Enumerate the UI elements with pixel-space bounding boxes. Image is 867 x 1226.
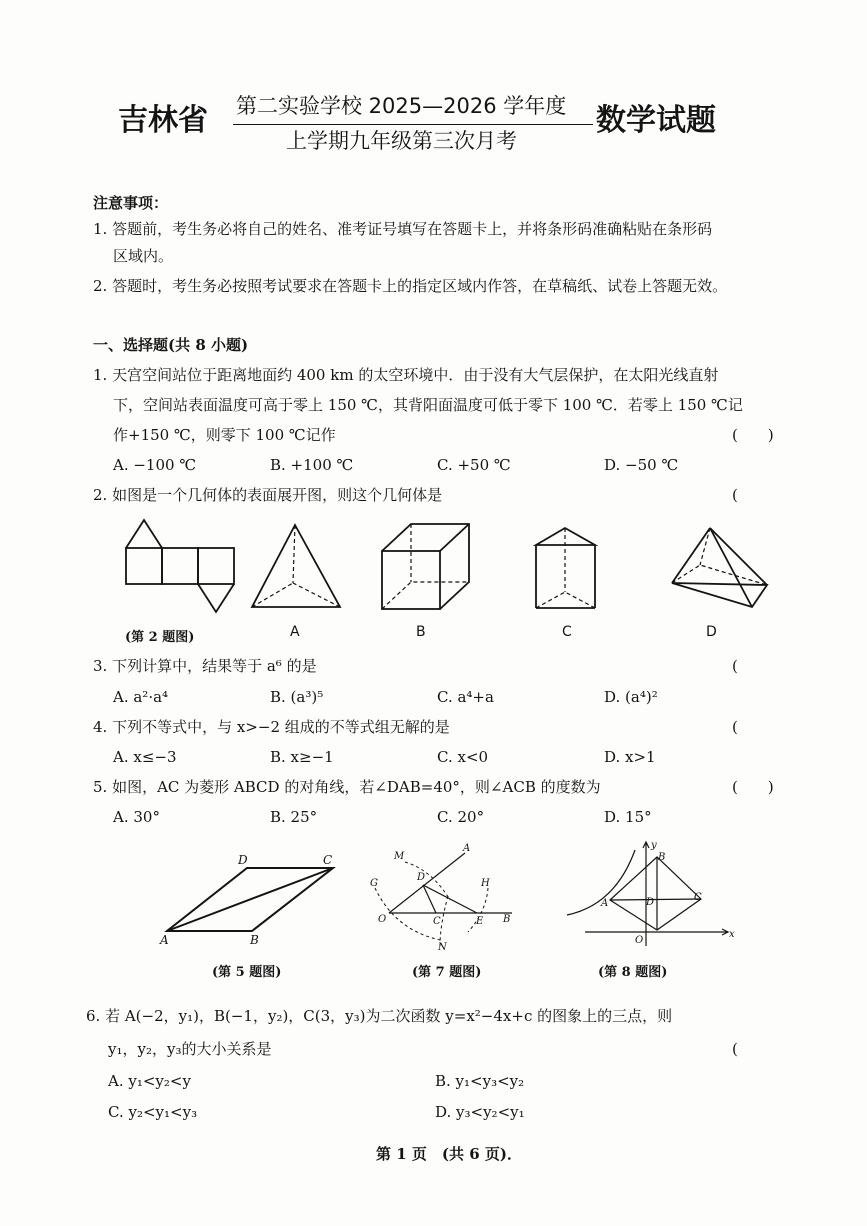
fig7-label-e: E: [476, 916, 484, 927]
figure-7-caption: (第 7 题图): [412, 965, 482, 980]
fig5-label-c: C: [323, 853, 333, 867]
q3-answer-paren: (: [732, 657, 738, 675]
q6-answer-paren: (: [732, 1040, 738, 1058]
q2-stem: 2. 如图是一个几何体的表面展开图，则这个几何体是: [93, 486, 443, 504]
q2-answer-paren: (: [732, 486, 738, 504]
notes-line-2: 2. 答题时，考生务必按照考试要求在答题卡上的指定区域内作答，在草稿纸、试卷上答题无效。: [93, 277, 728, 295]
q3-option-d: D. (a⁴)²: [604, 688, 658, 706]
q5-answer-paren: ( ): [732, 778, 774, 796]
figure-5-caption: (第 5 题图): [212, 965, 282, 980]
fig7-label-a: A: [463, 843, 471, 854]
q4-option-b: B. x≥−1: [270, 748, 334, 766]
fig8-label-a: A: [601, 898, 609, 909]
notes-line-1: 1. 答题前，考生务必将自己的姓名、准考证号填写在答题卡上，并将条形码准确粘贴在条形码: [93, 220, 713, 238]
fig7-label-n: N: [438, 942, 447, 953]
section-title: 一、选择题(共 8 小题): [93, 336, 249, 354]
q1-line-2: 下，空间站表面温度可高于零上 150 ℃，其背阳面温度可低于零下 100 ℃．若零上 150 ℃记: [113, 396, 743, 414]
fig8-label-x: x: [729, 929, 735, 940]
fig8-label-o: O: [635, 935, 644, 946]
q6-line-2: y₁，y₂，y₃的大小关系是: [108, 1040, 272, 1058]
fig8-label-d: D: [646, 897, 655, 908]
q5-option-c: C. 20°: [437, 808, 485, 826]
notes-title: 注意事项：: [93, 194, 169, 212]
q4-answer-paren: (: [732, 718, 738, 736]
fig7-label-b: B: [503, 914, 511, 925]
q5-option-b: B. 25°: [270, 808, 318, 826]
q3-option-b: B. (a³)⁵: [270, 688, 324, 706]
q1-line-3: 作+150 ℃，则零下 100 ℃记作: [113, 426, 336, 444]
fig5-label-b: B: [250, 933, 259, 947]
fig7-label-g: G: [370, 878, 378, 889]
q2-caption: (第 2 题图): [125, 630, 195, 645]
fig7-label-c: C: [433, 916, 441, 927]
q1-option-c: C. +50 ℃: [437, 456, 511, 474]
fig7-label-h: H: [481, 878, 490, 889]
notes-line-1-cont: 区域内。: [113, 247, 174, 265]
q6-line-1: 6. 若 A(−2，y₁)，B(−1，y₂)，C(3，y₃)为二次函数 y=x²−4x+c 的图象上的三点，则: [86, 1007, 673, 1025]
q4-option-d: D. x>1: [604, 748, 656, 766]
q3-option-a: A. a²·a⁴: [113, 688, 169, 706]
q6-option-b: B. y₁<y₃<y₂: [435, 1072, 525, 1090]
q2-label-a: A: [290, 624, 300, 640]
q4-option-c: C. x<0: [437, 748, 489, 766]
q3-option-c: C. a⁴+a: [437, 688, 494, 706]
title-province: 吉林省: [118, 103, 208, 138]
fig8-label-b: B: [658, 852, 666, 863]
q4-stem: 4. 下列不等式中，与 x>−2 组成的不等式组无解的是: [93, 718, 450, 736]
q2-label-d: D: [706, 624, 717, 640]
q2-label-b: B: [416, 624, 426, 640]
fig5-label-a: A: [160, 933, 169, 947]
fig8-label-c: C: [694, 892, 702, 903]
fig7-label-d: D: [417, 872, 426, 883]
q1-answer-paren: ( ): [732, 426, 774, 444]
q1-option-d: D. −50 ℃: [604, 456, 679, 474]
q1-option-b: B. +100 ℃: [270, 456, 354, 474]
page-footer: 第 1 页 (共 6 页)．: [376, 1145, 522, 1163]
q4-option-a: A. x≤−3: [113, 748, 177, 766]
fig7-label-m: M: [394, 851, 405, 862]
figure-8-caption: (第 8 题图): [598, 965, 668, 980]
q6-option-a: A. y₁<y₂<y: [108, 1072, 191, 1090]
q6-option-c: C. y₂<y₁<y₃: [108, 1103, 198, 1121]
title-school-year: 第二实验学校 2025—2026 学年度: [236, 94, 567, 118]
q5-stem: 5. 如图，AC 为菱形 ABCD 的对角线，若∠DAB=40°，则∠ACB 的度数为: [93, 778, 601, 796]
q1-option-a: A. −100 ℃: [113, 456, 197, 474]
q3-stem: 3. 下列计算中，结果等于 a⁶ 的是: [93, 657, 317, 675]
q6-option-d: D. y₃<y₂<y₁: [435, 1103, 525, 1121]
fig5-label-d: D: [238, 853, 248, 867]
fig7-label-o: O: [378, 914, 387, 925]
q5-option-d: D. 15°: [604, 808, 652, 826]
fig8-label-y: y: [651, 840, 657, 851]
q2-label-c: C: [562, 624, 572, 640]
title-exam-term: 上学期九年级第三次月考: [286, 129, 517, 153]
q1-line-1: 1. 天宫空间站位于距离地面约 400 km 的太空环境中．由于没有大气层保护，在太阳光线直射: [93, 366, 719, 384]
q5-option-a: A. 30°: [113, 808, 160, 826]
title-subject: 数学试题: [596, 103, 716, 138]
